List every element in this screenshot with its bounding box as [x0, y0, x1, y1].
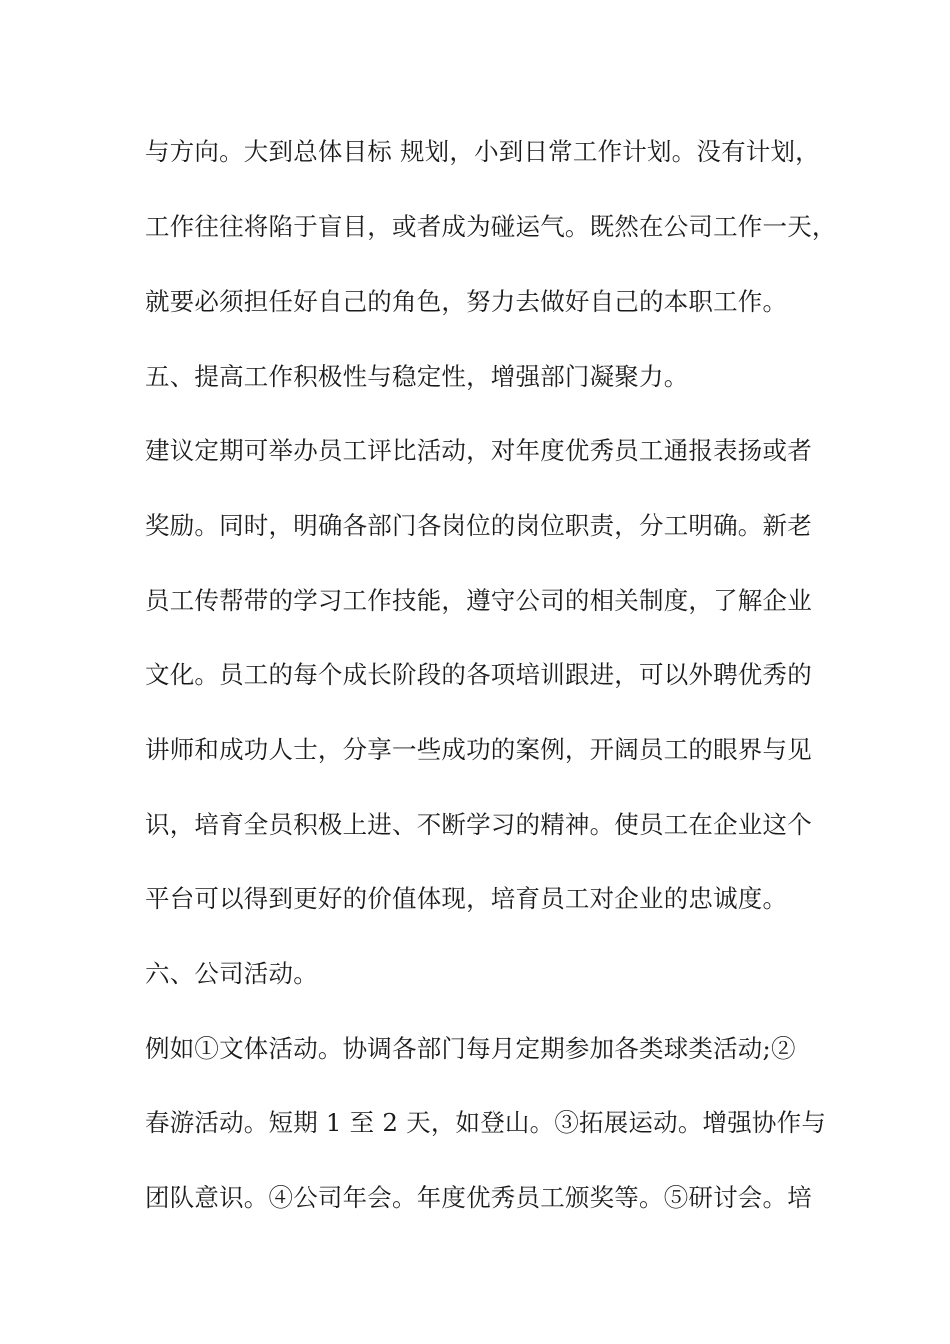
body-text-line: 就要必须担任好自己的角色，努力去做好自己的本职工作。 [145, 287, 788, 316]
body-text-line: 员工传帮带的学习工作技能，遵守公司的相关制度，了解企业 [145, 586, 812, 615]
body-text-line: 平台可以得到更好的价值体现，培育员工对企业的忠诚度。 [145, 884, 788, 913]
body-text-line: 春游活动。短期 1 至 2 天，如登山。③拓展运动。增强协作与 [145, 1108, 827, 1137]
section-heading-5: 五、提高工作积极性与稳定性，增强部门凝聚力。 [145, 362, 689, 391]
section-heading-6: 六、公司活动。 [145, 959, 318, 988]
body-text-line: 团队意识。④公司年会。年度优秀员工颁奖等。⑤研讨会。培 [145, 1183, 812, 1212]
body-text-line: 建议定期可举办员工评比活动，对年度优秀员工通报表扬或者 [145, 436, 812, 465]
body-text-line: 文化。员工的每个成长阶段的各项培训跟进，可以外聘优秀的 [145, 660, 812, 689]
body-text-line: 奖励。同时，明确各部门各岗位的岗位职责，分工明确。新老 [145, 511, 812, 540]
body-text-line: 与方向。大到总体目标 规划，小到日常工作计划。没有计划， [145, 137, 820, 166]
body-text-line: 例如①文体活动。协调各部门每月定期参加各类球类活动;② [145, 1034, 796, 1063]
body-text-line: 讲师和成功人士，分享一些成功的案例，开阔员工的眼界与见 [145, 735, 812, 764]
body-text-line: 工作往往将陷于盲目，或者成为碰运气。既然在公司工作一天， [145, 212, 837, 241]
body-text-line: 识，培育全员积极上进、不断学习的精神。使员工在企业这个 [145, 810, 812, 839]
